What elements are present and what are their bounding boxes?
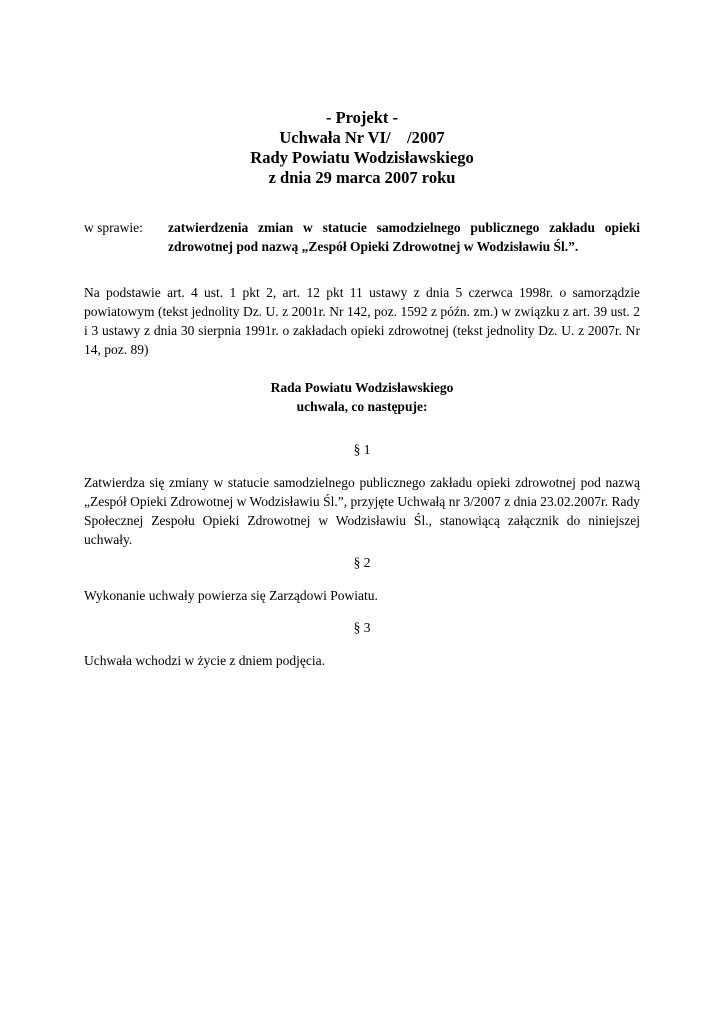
council-resolves-line1: Rada Powiatu Wodzisławskiego: [270, 380, 454, 395]
project-label: - Projekt -: [325, 108, 399, 127]
resolution-date: z dnia 29 marca 2007 roku: [268, 168, 456, 187]
subject-label: w sprawie:: [84, 220, 143, 235]
paragraph-1-text: Zatwierdza się zmiany w statucie samodzielnego publicznego zakładu opieki zdrowotnej pod nazwą „Zespół Opieki Zdrowotnej w Wodzisławiu Śl.”, przyjęte Uchwałą nr 3/2007 z dnia 23.02.2007r. Rady Społecznej Zespołu Opieki Zdrowotnej w Wodzisławiu Śl., stanowiącą załącznik do niniejszej uchwały.: [84, 475, 640, 547]
council-resolves-line2: uchwala, co następuje:: [296, 399, 428, 414]
paragraph-3-mark: § 3: [353, 620, 371, 635]
resolution-number: Uchwała Nr VI/ /2007: [279, 128, 445, 147]
council-name: Rady Powiatu Wodzisławskiego: [250, 148, 474, 167]
paragraph-2-mark: § 2: [353, 555, 371, 570]
paragraph-2-text: Wykonanie uchwały powierza się Zarządowi Powiatu.: [84, 588, 378, 603]
legal-basis: Na podstawie art. 4 ust. 1 pkt 2, art. 12 pkt 11 ustawy z dnia 5 czerwca 1998r. o samorządzie powiatowym (tekst jednolity Dz. U. z 2001r. Nr 142, poz. 1592 z późn. zm.) w związku z art. 39 ust. 2 i 3 ustawy z dnia 30 sierpnia 1991r. o zakładach opieki zdrowotnej (tekst jednolity Dz. U. z 2007r. Nr 14, poz. 89): [84, 285, 640, 357]
subject-text: zatwierdzenia zmian w statucie samodzielnego publicznego zakładu opieki zdrowotnej pod nazwą „Zespół Opieki Zdrowotnej w Wodzisławiu Śl.”.: [168, 220, 640, 254]
paragraph-1-mark: § 1: [353, 442, 371, 457]
paragraph-3-text: Uchwała wchodzi w życie z dniem podjęcia.: [84, 653, 326, 668]
document-header: [84, 108, 640, 188]
council-resolves: [84, 378, 640, 416]
